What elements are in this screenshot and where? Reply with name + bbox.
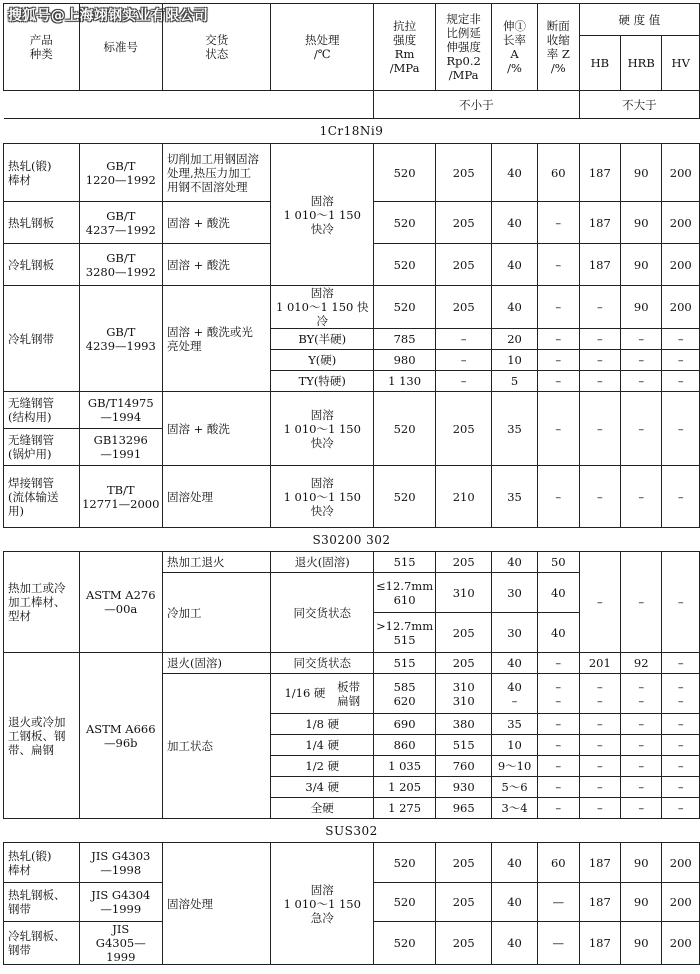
- table-cell: GB/T 4237—1992: [79, 202, 162, 244]
- table-cell: TB/T 12771—2000: [79, 466, 162, 528]
- table-cell: 187: [579, 922, 620, 965]
- table-cell: –: [662, 392, 700, 466]
- table-cell: – –: [662, 674, 700, 714]
- table-cell: 40: [492, 144, 538, 202]
- table-cell: 930: [436, 777, 492, 798]
- header-hv: HV: [662, 36, 700, 91]
- table-cell: —: [537, 883, 579, 922]
- table-cell: 冷加工: [162, 573, 271, 653]
- watermark-text: 搜狐号@上海翊钢实业有限公司: [8, 8, 209, 24]
- table-cell: – –: [620, 674, 662, 714]
- table-cell: 205: [436, 883, 492, 922]
- table-cell: 200: [662, 883, 700, 922]
- table-cell: 520: [374, 392, 436, 466]
- table-cell: 固溶 1 010～1 150 快冷: [271, 466, 374, 528]
- section-title: SUS302: [4, 819, 700, 843]
- property-table: [3, 3, 700, 965]
- table-cell: 205: [436, 613, 492, 653]
- table-cell: –: [537, 798, 579, 819]
- header-heat-treatment: 热处理 /℃: [271, 4, 374, 91]
- table-cell: –: [537, 286, 579, 329]
- table-cell: ≤12.7mm 610: [374, 573, 436, 613]
- table-cell: 40: [492, 202, 538, 244]
- table-cell: 690: [374, 714, 436, 735]
- table-cell: –: [537, 777, 579, 798]
- table-cell: JIS G4305—1999: [79, 922, 162, 965]
- table-cell: 90: [620, 883, 662, 922]
- table-cell: 90: [620, 843, 662, 883]
- header-blank: [4, 91, 374, 119]
- table-cell: 退火(固溶): [271, 552, 374, 573]
- table-cell: 1/8 硬: [271, 714, 374, 735]
- table-cell: 520: [374, 244, 436, 286]
- table-cell: 1 205: [374, 777, 436, 798]
- table-cell: 40: [537, 613, 579, 653]
- table-cell: 冷轧钢板、 钢带: [4, 922, 80, 965]
- table-cell: 1/4 硬: [271, 735, 374, 756]
- table-cell: 40 –: [492, 674, 538, 714]
- table-cell: –: [579, 798, 620, 819]
- table-cell: 40: [492, 653, 538, 674]
- table-cell: 40: [492, 552, 538, 573]
- table-cell: 210: [436, 466, 492, 528]
- table-cell: –: [620, 552, 662, 653]
- table-cell: 固溶 1 010～1 150 快冷: [271, 392, 374, 466]
- table-cell: – –: [579, 674, 620, 714]
- table-cell: –: [537, 329, 579, 350]
- table-cell: 35: [492, 714, 538, 735]
- table-cell: 187: [579, 202, 620, 244]
- table-cell: –: [579, 329, 620, 350]
- table-cell: 205: [436, 244, 492, 286]
- table-cell: –: [620, 798, 662, 819]
- table-cell: 205: [436, 286, 492, 329]
- table-cell: 200: [662, 843, 700, 883]
- table-cell: – –: [537, 674, 579, 714]
- table-cell: –: [579, 286, 620, 329]
- table-cell: 200: [662, 202, 700, 244]
- table-cell: 热加工或冷 加工棒材、 型材: [4, 552, 80, 653]
- table-cell: –: [579, 392, 620, 466]
- table-cell: 9～10: [492, 756, 538, 777]
- table-cell: –: [620, 392, 662, 466]
- table-cell: 205: [436, 922, 492, 965]
- table-cell: 固溶 + 酸洗: [162, 392, 271, 466]
- table-cell: –: [662, 466, 700, 528]
- table-cell: 热轧钢板、 钢带: [4, 883, 80, 922]
- table-cell: BY(半硬): [271, 329, 374, 350]
- table-cell: 固溶处理: [162, 843, 271, 965]
- table-cell: –: [662, 653, 700, 674]
- table-cell: –: [579, 777, 620, 798]
- property-table-container: [3, 3, 700, 965]
- table-cell: 1 275: [374, 798, 436, 819]
- table-cell: –: [579, 756, 620, 777]
- table-cell: 585 620: [374, 674, 436, 714]
- table-cell: 310: [436, 573, 492, 613]
- table-cell: –: [537, 735, 579, 756]
- table-cell: 1 130: [374, 371, 436, 392]
- table-cell: –: [537, 371, 579, 392]
- table-cell: –: [579, 714, 620, 735]
- table-cell: –: [620, 466, 662, 528]
- table-cell: 90: [620, 286, 662, 329]
- header-standard: 标准号: [79, 4, 162, 91]
- table-cell: –: [579, 735, 620, 756]
- table-cell: 310 310: [436, 674, 492, 714]
- table-cell: –: [537, 466, 579, 528]
- table-cell: 固溶 1 010～1 150 急冷: [271, 843, 374, 965]
- table-cell: 40: [492, 286, 538, 329]
- table-cell: 60: [537, 843, 579, 883]
- table-cell: 187: [579, 883, 620, 922]
- table-cell: ASTM A666 —96b: [79, 653, 162, 819]
- table-cell: GB/T14975 —1994: [79, 392, 162, 429]
- table-cell: 同交货状态: [271, 573, 374, 653]
- header-min-label: 不小于: [374, 91, 580, 119]
- table-cell: 205: [436, 144, 492, 202]
- table-cell: –: [620, 329, 662, 350]
- table-cell: 5～6: [492, 777, 538, 798]
- table-cell: 187: [579, 144, 620, 202]
- table-cell: 205: [436, 653, 492, 674]
- product-form: 板带 扁钢: [337, 679, 361, 708]
- table-cell: 380: [436, 714, 492, 735]
- table-cell: 201: [579, 653, 620, 674]
- table-cell: 40: [492, 244, 538, 286]
- table-cell: 40: [492, 883, 538, 922]
- table-cell: 205: [436, 843, 492, 883]
- table-cell: 热轧(锻) 棒材: [4, 843, 80, 883]
- table-cell: –: [537, 244, 579, 286]
- table-cell: –: [662, 371, 700, 392]
- table-cell: 200: [662, 144, 700, 202]
- table-cell: –: [537, 756, 579, 777]
- table-cell: 515: [374, 653, 436, 674]
- table-cell: 10: [492, 735, 538, 756]
- table-cell: –: [537, 714, 579, 735]
- table-cell: 5: [492, 371, 538, 392]
- table-cell: 固溶 + 酸洗: [162, 244, 271, 286]
- table-cell: 760: [436, 756, 492, 777]
- table-cell: 固溶 1 010～1 150 快冷: [271, 144, 374, 286]
- table-cell: 520: [374, 883, 436, 922]
- table-cell: –: [620, 735, 662, 756]
- table-cell: –: [620, 777, 662, 798]
- header-reduction-area: 断面 收缩 率 Z /%: [537, 4, 579, 91]
- table-cell: –: [537, 653, 579, 674]
- table-cell: 60: [537, 144, 579, 202]
- table-cell: TY(特硬): [271, 371, 374, 392]
- table-cell: 200: [662, 244, 700, 286]
- table-cell: 40: [492, 922, 538, 965]
- table-cell: 860: [374, 735, 436, 756]
- table-cell: 同交货状态: [271, 653, 374, 674]
- table-cell: –: [537, 392, 579, 466]
- table-cell: 92: [620, 653, 662, 674]
- table-cell: –: [662, 777, 700, 798]
- table-cell: 固溶 + 酸洗: [162, 202, 271, 244]
- table-cell: 90: [620, 244, 662, 286]
- table-cell: –: [436, 350, 492, 371]
- table-cell: ASTM A276 —00a: [79, 552, 162, 653]
- header-hrb: HRB: [620, 36, 662, 91]
- table-cell: 520: [374, 466, 436, 528]
- table-cell: –: [537, 350, 579, 371]
- table-cell: 965: [436, 798, 492, 819]
- table-cell: –: [579, 552, 620, 653]
- table-cell: 520: [374, 922, 436, 965]
- table-cell: 退火(固溶): [162, 653, 271, 674]
- table-cell: 20: [492, 329, 538, 350]
- table-cell: 30: [492, 573, 538, 613]
- table-cell: 1 035: [374, 756, 436, 777]
- header-hb: HB: [579, 36, 620, 91]
- table-cell: 冷轧钢板: [4, 244, 80, 286]
- header-max-label: 不大于: [579, 91, 699, 119]
- table-cell: 40: [492, 843, 538, 883]
- table-cell: Y(硬): [271, 350, 374, 371]
- table-cell: 35: [492, 466, 538, 528]
- table-cell: –: [579, 466, 620, 528]
- table-cell: 520: [374, 144, 436, 202]
- section-title: 1Cr18Ni9: [4, 119, 700, 144]
- table-cell: 785: [374, 329, 436, 350]
- table-cell: –: [662, 350, 700, 371]
- table-cell: 固溶 1 010～1 150 快冷: [271, 286, 374, 329]
- table-cell: >12.7mm 515: [374, 613, 436, 653]
- table-cell: 90: [620, 202, 662, 244]
- header-elongation: 伸① 长率 A /%: [492, 4, 538, 91]
- table-cell: 热轧(锻) 棒材: [4, 144, 80, 202]
- hardness-grade: 1/16 硬: [284, 685, 326, 700]
- table-cell: GB/T 3280—1992: [79, 244, 162, 286]
- header-tensile-strength: 抗拉 强度 Rm /MPa: [374, 4, 436, 91]
- table-cell: 焊接钢管 (流体输送 用): [4, 466, 80, 528]
- table-cell: 固溶 + 酸洗或光 亮处理: [162, 286, 271, 392]
- table-cell: –: [662, 329, 700, 350]
- table-cell: 3/4 硬: [271, 777, 374, 798]
- table-cell: 205: [436, 552, 492, 573]
- table-cell: —: [537, 922, 579, 965]
- table-cell: 固溶处理: [162, 466, 271, 528]
- table-cell: 187: [579, 244, 620, 286]
- table-cell: 40: [537, 573, 579, 613]
- table-cell: 1/2 硬: [271, 756, 374, 777]
- table-cell: 200: [662, 922, 700, 965]
- table-cell: 切削加工用钢固溶 处理,热压力加工 用钢不固溶处理: [162, 144, 271, 202]
- table-cell: 520: [374, 843, 436, 883]
- table-cell: 90: [620, 922, 662, 965]
- table-cell: 520: [374, 202, 436, 244]
- table-cell: 205: [436, 202, 492, 244]
- table-cell: –: [579, 371, 620, 392]
- table-cell: 热轧钢板: [4, 202, 80, 244]
- table-cell: 无缝钢管 (锅炉用): [4, 429, 80, 466]
- table-cell: 全硬: [271, 798, 374, 819]
- table-cell: 加工状态: [162, 674, 271, 819]
- table-cell: 515: [374, 552, 436, 573]
- table-cell: 50: [537, 552, 579, 573]
- table-cell: 205: [436, 392, 492, 466]
- table-cell: GB/T 4239—1993: [79, 286, 162, 392]
- table-cell: –: [436, 329, 492, 350]
- table-cell: 3～4: [492, 798, 538, 819]
- table-cell: JIS G4304 —1999: [79, 883, 162, 922]
- table-cell: –: [620, 714, 662, 735]
- table-cell: –: [579, 350, 620, 371]
- header-delivery: 交货 状态: [162, 4, 271, 91]
- table-cell: –: [620, 350, 662, 371]
- table-cell: GB/T 1220—1992: [79, 144, 162, 202]
- table-cell: 30: [492, 613, 538, 653]
- table-cell: –: [662, 756, 700, 777]
- table-cell: 200: [662, 286, 700, 329]
- table-cell: –: [436, 371, 492, 392]
- table-cell: –: [620, 756, 662, 777]
- table-cell: 35: [492, 392, 538, 466]
- header-product: 产品 种类: [4, 4, 80, 91]
- table-cell: 187: [579, 843, 620, 883]
- header-hardness: 硬 度 值: [579, 4, 699, 36]
- table-cell: 520: [374, 286, 436, 329]
- table-cell: –: [537, 202, 579, 244]
- table-cell: 无缝钢管 (结构用): [4, 392, 80, 429]
- table-cell: –: [662, 798, 700, 819]
- table-cell: 热加工退火: [162, 552, 271, 573]
- table-cell: 冷轧钢带: [4, 286, 80, 392]
- table-cell: 退火或冷加 工钢板、钢 带、扁钢: [4, 653, 80, 819]
- table-cell: [271, 674, 374, 714]
- table-cell: 90: [620, 144, 662, 202]
- table-cell: 980: [374, 350, 436, 371]
- header-proof-strength: 规定非 比例延 伸强度 Rp0.2 /MPa: [436, 4, 492, 91]
- table-cell: GB13296 —1991: [79, 429, 162, 466]
- table-cell: –: [662, 552, 700, 653]
- table-cell: JIS G4303 —1998: [79, 843, 162, 883]
- table-cell: 10: [492, 350, 538, 371]
- table-cell: –: [662, 735, 700, 756]
- table-cell: –: [662, 714, 700, 735]
- table-cell: –: [620, 371, 662, 392]
- section-title: S30200 302: [4, 528, 700, 552]
- table-cell: 515: [436, 735, 492, 756]
